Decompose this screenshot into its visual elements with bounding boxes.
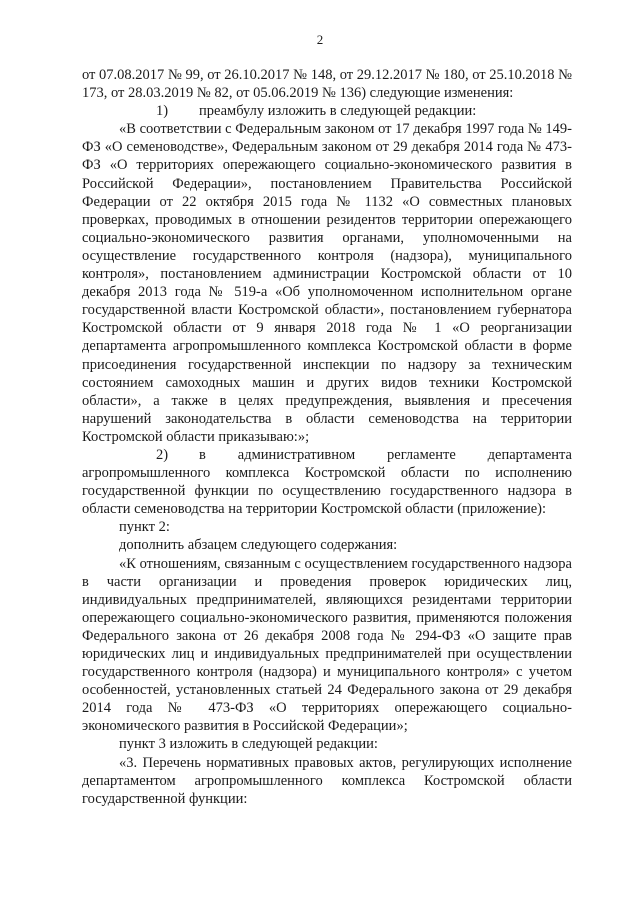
item-text: преамбулу изложить в следующей редакции: <box>199 103 477 120</box>
page-number: 2 <box>316 32 324 47</box>
paragraph-add-clause: дополнить абзацем следующего содержания: <box>119 537 398 554</box>
item-number: 2) <box>156 446 169 463</box>
paragraph-clause-2: пункт 2: <box>119 519 170 536</box>
paragraph-item-2 <box>82 446 572 518</box>
paragraph-clause-3-text: «3. Перечень нормативных правовых актов, регулирующих исполнение департаментом агропромышленного комплекса Костромской области государственной функции: <box>82 754 572 807</box>
paragraph-item-1 <box>82 102 572 120</box>
paragraph-amendment-list-tail: от 07.08.2017 № 99, от 26.10.2017 № 148, от 29.12.2017 № 180, от 25.10.2018 № 173, от 28.03.2019 № 82, от 05.06.2019 № 136) следующие изменения: <box>82 67 572 102</box>
document-body <box>82 66 572 808</box>
paragraph-new-clause-text: «К отношениям, связанным с осуществлением государственного надзора в части организации и проведения проверок юридических лиц, индивидуальных предпринимателей, являющихся резидентами территории опережающего социально-экономического развития, применяются положения Федерального закона от 26 декабря 2008 года № 294-ФЗ «О защите прав юридических лиц и индивидуальных предпринимателей при осуществлении государственного контроля (надзора) и муниципального контроля» с учетом особенностей, установленных статьей 24 Федерального закона от 29 декабря 2014 года № 473-ФЗ «О территориях опережающего социально-экономического развития в Российской Федерации»; <box>82 555 572 735</box>
item-number: 1) <box>156 103 169 120</box>
item-text: в административном регламенте департамента агропромышленного комплекса Костромской области по исполнению государственной функции по осуществлению государственного надзора в области семеноводства на территории Костромской области (приложение): <box>82 446 572 518</box>
paragraph-preamble-text: «В соответствии с Федеральным законом от 17 декабря 1997 года № 149-ФЗ «О семеноводстве», Федеральным законом от 29 декабря 2014 года № 473-ФЗ «О территориях опережающего социально-экономического развития в Российской Федерации», постановлением Правительства Российской Федерации от 22 октября 2015 года № 1132 «О совместных плановых проверках, проводимых в отношении резидентов территории опережающего социально-экономического развития органами, уполномоченными на осуществление государственного контроля (надзора), муниципального контроля», постановлением администрации Костромской области от 10 декабря 2013 года № 519-а «Об уполномоченном исполнительном органе государственной власти Костромской области», постановлением губернатора Костромской области от 9 января 2018 года № 1 «О реорганизации департамента агропромышленного комплекса Костромской области в форме присоединения государственной инспекции по надзору за техническим состоянием самоходных машин и других видов техники Костромской области», а также в целях предупреждения, выявления и пресечения нарушений законодательства в области семеноводства на территории Костромской области приказываю:»; <box>82 121 572 445</box>
paragraph-clause-3: пункт 3 изложить в следующей редакции: <box>119 736 378 753</box>
